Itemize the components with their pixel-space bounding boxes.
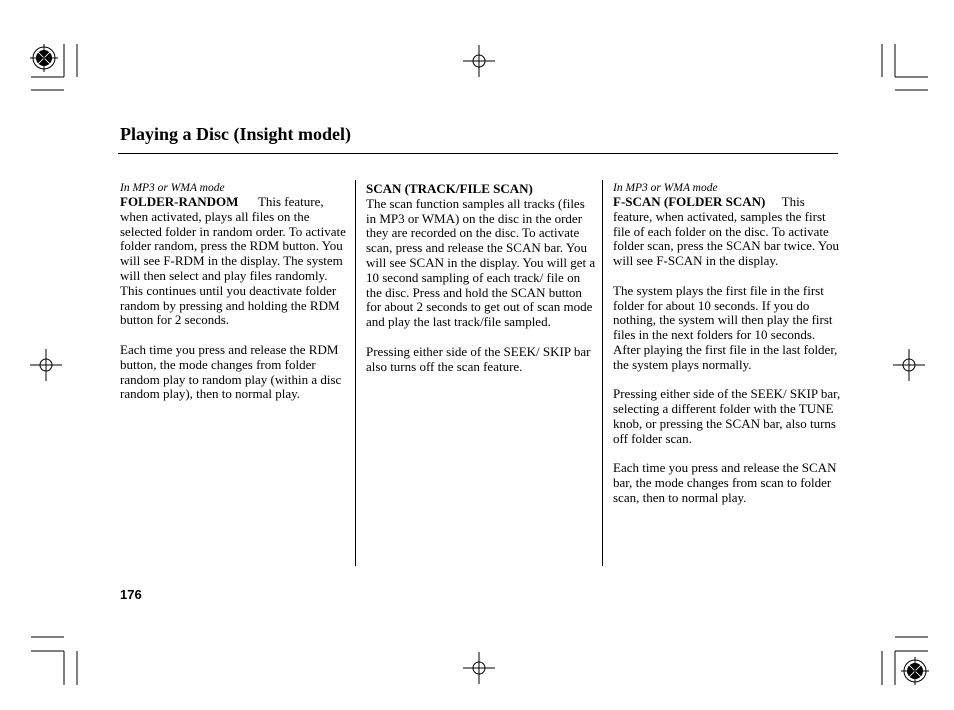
paragraph: Pressing either side of the SEEK/ SKIP bar, selecting a different folder with the TUNE knob, or pressing the SCAN bar, also turns off folder scan. (613, 386, 841, 446)
registration-mark-bottom (463, 652, 495, 684)
page-number: 176 (120, 587, 142, 602)
section-heading: SCAN (TRACK/FILE SCAN) (366, 181, 533, 196)
registration-mark-right (893, 349, 925, 381)
column-folder-random (120, 182, 352, 417)
mode-label: In MP3 or WMA mode (613, 182, 718, 194)
title-divider (118, 153, 838, 154)
section-heading: F-SCAN (FOLDER SCAN) (613, 194, 766, 209)
paragraph: Each time you press and release the RDM button, the mode changes from folder random play to random play (within a disc random play), then to normal play. (120, 341, 342, 402)
column-divider (602, 180, 603, 566)
paragraph: The scan function samples all tracks (files in MP3 or WMA) on the disc in the order they are recorded on the disc. To activate scan, press and release the SCAN bar. You will see SCAN in the display. You will get a 10 second sampling of each track/ file on the disc. Press and hold the SCAN button for about 2 seconds to get out of scan mode and play the last track/file sampled. (366, 195, 596, 330)
mode-label: In MP3 or WMA mode (120, 182, 225, 194)
section-heading: FOLDER-RANDOM (120, 194, 239, 209)
paragraph (613, 195, 845, 269)
starburst-target-top-left (30, 44, 58, 72)
paragraph: Pressing either side of the SEEK/ SKIP bar also turns off the scan feature. (366, 343, 591, 374)
page-title: Playing a Disc (Insight model) (120, 124, 352, 144)
paragraph-text: This feature, when activated, samples the first file of each folder on the disc. To activate folder scan, press the SCAN bar twice. You will see F-SCAN in the display. (613, 194, 840, 269)
paragraph (120, 195, 352, 328)
registration-mark-top (463, 45, 495, 77)
starburst-target-bottom-right (901, 657, 929, 685)
paragraph: Each time you press and release the SCAN bar, the mode changes from scan to folder scan, then to normal play. (613, 460, 837, 505)
column-divider (355, 180, 356, 566)
paragraph: The system plays the first file in the first folder for about 10 seconds. If you do nothing, the system will then play the first files in the next folders for 10 seconds. After playing the first file in the last folder, the system plays normally. (613, 282, 838, 372)
column-folder-scan (613, 182, 845, 521)
column-scan (366, 182, 598, 389)
paragraph-text: This feature, when activated, plays all files on the selected folder in random order. To activate folder random, press the RDM button. You will see F-RDM in the display. The system will then select and play files randomly. This continues until you deactivate folder random by pressing and holding the RDM button for 2 seconds. (120, 194, 346, 328)
registration-mark-left (30, 349, 62, 381)
